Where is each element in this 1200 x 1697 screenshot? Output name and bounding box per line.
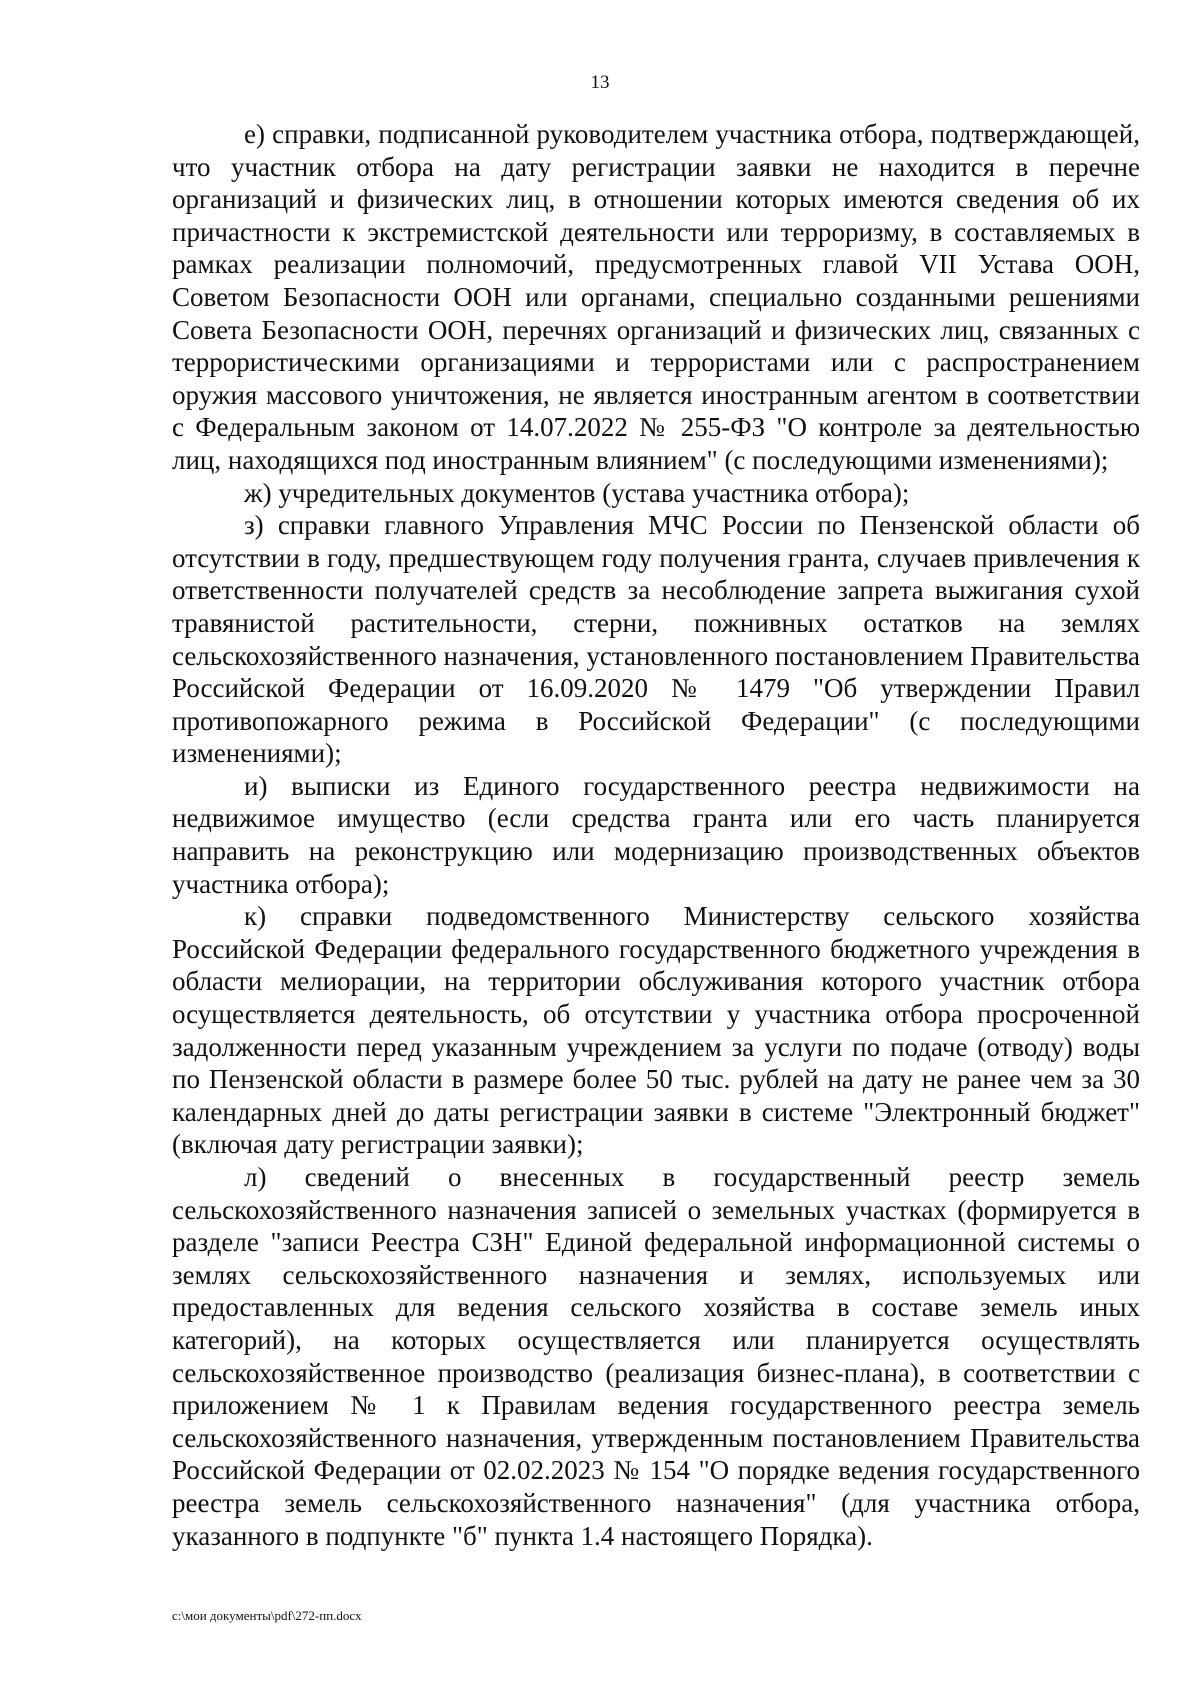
paragraph-k: к) справки подведомственного Министерству сельского хозяйства Российской Федерации федерального государственного бюджетного учреждения в области мелиорации, на территории обслуживания которого участник отбора осуществляется деятельность, об отсутствии у участника отбора просроченной задолженности перед указанным учреждением за услуги по подаче (отводу) воды по Пензенской области в размере более 50 тыс. рублей на дату не ранее чем за 30 календарных дней до даты регистрации заявки в системе "Электронный бюджет" (включая дату регистрации заявки); xyxy=(172,901,1140,1160)
paragraph-zh: ж) учредительных документов (устава участника отбора); xyxy=(244,477,910,508)
paragraph-z: з) справки главного Управления МЧС России по Пензенской области об отсутствии в году, предшествующем году получения гранта, случаев привлечения к ответственности получателей средств за несоблюдение запрета выжигания сухой травянистой растительности, стерни, пожнивных остатков на землях сельскохозяйственного назначения, установленного постановлением Правительства Российской Федерации от 16.09.2020 № 1479 "Об утверждении Правил противопожарного режима в Российской Федерации" (с последующими изменениями); xyxy=(172,510,1140,769)
footer-file-path: c:\мои документы\pdf\272-пп.docx xyxy=(172,1608,362,1623)
paragraph-i: и) выписки из Единого государственного реестра недвижимости на недвижимое имущество (если средства гранта или его часть планируется направить на реконструкцию или модернизацию производственных объектов участника отбора); xyxy=(172,770,1140,899)
paragraph-e: е) справки, подписанной руководителем участника отбора, подтверждающей, что участник отбора на дату регистрации заявки не находится в перечне организаций и физических лиц, в отношении которых имеются сведения об их причастности к экстремистской деятельности или терроризму, в составляемых в рамках реализации полномочий, предусмотренных главой VII Устава ООН, Советом Безопасности ООН или органами, специально созданными решениями Совета Безопасности ООН, перечнях организаций и физических лиц, связанных с террористическими организациями и террористами или с распространением оружия массового уничтожения, не является иностранным агентом в соответствии с Федеральным законом от 14.07.2022 № 255-ФЗ "О контроле за деятельностью лиц, находящихся под иностранным влиянием" (с последующими изменениями); xyxy=(172,119,1140,475)
paragraph-l: л) сведений о внесенных в государственный реестр земель сельскохозяйственного назначения записей о земельных участках (формируется в разделе "записи Реестра СЗН" Единой федеральной информационной системы о землях сельскохозяйственного назначения и землях, используемых или предоставленных для ведения сельского хозяйства в составе земель иных категорий), на которых осуществляется или планируется осуществлять сельскохозяйственное производство (реализация бизнес-плана), в соответствии с приложением № 1 к Правилам ведения государственного реестра земель сельскохозяйственного назначения, утвержденным постановлением Правительства Российской Федерации от 02.02.2023 № 154 "О порядке ведения государственного реестра земель сельскохозяйственного назначения" (для участника отбора, указанного в подпункте "б" пункта 1.4 настоящего Порядка). xyxy=(172,1162,1140,1551)
document-body xyxy=(172,118,1140,1552)
page-number: 13 xyxy=(590,72,610,93)
